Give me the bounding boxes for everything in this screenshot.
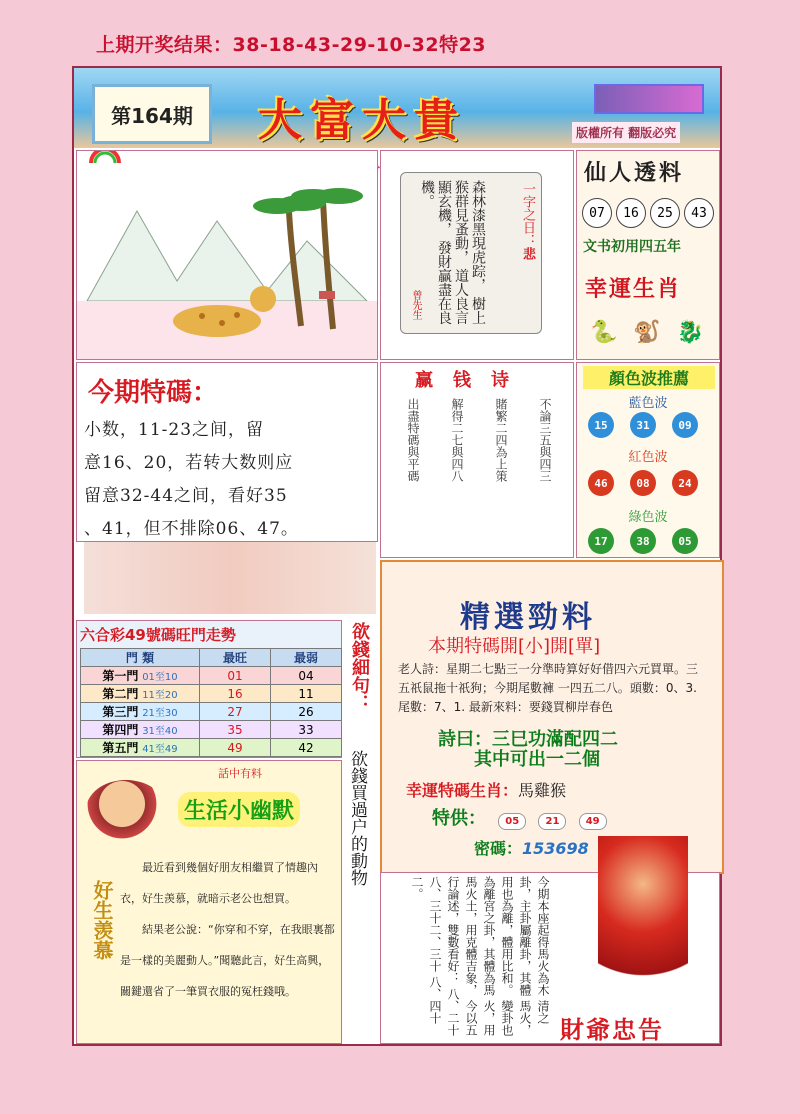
- gate-trend-title: 六合彩49號碼旺門走勢: [80, 626, 236, 644]
- special-line: 意16、20，若转大数则应: [84, 453, 294, 473]
- green-balls: [588, 528, 698, 554]
- red-ball: 46: [588, 470, 614, 496]
- number-circle: 16: [616, 198, 646, 228]
- last-draw-result: 上期开奖结果：38-18-43-29-10-32特23: [96, 34, 487, 56]
- poem-col: 樹上猴群見蚤動，: [453, 180, 486, 325]
- blue-ball: 09: [672, 412, 698, 438]
- gate-trend-table: [80, 648, 342, 757]
- immortal-title: 仙人透料: [584, 161, 685, 186]
- humor-text: [120, 852, 338, 1007]
- supply-number: 21: [538, 813, 566, 830]
- leopard-scene-illustration: [77, 151, 377, 359]
- win-poem-columns: [402, 398, 556, 548]
- win-poem-title: 赢钱诗: [415, 370, 529, 391]
- selected-title: 精選勁料: [460, 600, 596, 635]
- supply-number: 49: [579, 813, 607, 830]
- lucky-zodiac-title: 幸運生肖: [585, 277, 682, 302]
- issue-number: 第164期: [92, 84, 212, 144]
- blue-ball: 15: [588, 412, 614, 438]
- supply-number: 05: [498, 813, 526, 830]
- vertical-body: 欲錢買過户的動物: [347, 750, 367, 886]
- gate-cell: 第三門 21至30: [81, 703, 200, 721]
- immortal-subtitle: 文书初用四五年: [583, 239, 681, 255]
- lucky-zodiac-value: 馬雞猴: [518, 781, 567, 800]
- special-line: 留意32-44之间，看好35: [84, 486, 288, 506]
- immortal-numbers: [582, 198, 714, 228]
- selected-subtitle: 本期特碼開[小]開[單]: [428, 636, 601, 657]
- lucky-zodiac-line: 幸運特碼生肖：馬雞猴: [406, 781, 567, 800]
- poem-label: 詩曰：: [438, 729, 492, 750]
- blue-ball: 31: [630, 412, 656, 438]
- special-supply-line: 特供： 05 21 49: [432, 804, 607, 830]
- copyright-note: 版權所有 翻版必究: [572, 122, 680, 143]
- password-value: 153698: [522, 839, 589, 858]
- gate-cell: 第四門 31至40: [81, 721, 200, 739]
- gate-cell: 第一門 01至10: [81, 667, 200, 685]
- green-ball: 17: [588, 528, 614, 554]
- table-row: [81, 667, 342, 685]
- granny-icon: [86, 780, 166, 840]
- gate-cell: 第二門 11至20: [81, 685, 200, 703]
- win-poem-col: 賭繁二四為上策: [494, 398, 508, 482]
- table-row: [81, 703, 342, 721]
- number-circle: 43: [684, 198, 714, 228]
- cold-cell: 33: [271, 721, 342, 739]
- green-ball: 38: [630, 528, 656, 554]
- win-poem-col: 出盡特碼與平碼: [406, 398, 420, 482]
- blue-balls: [588, 412, 698, 438]
- hot-cell: 49: [200, 739, 271, 757]
- zodiac-icons: [590, 320, 720, 345]
- blue-wave-label: 藍色波: [628, 396, 668, 411]
- advice-text: 今期本座起得馬火為木 清之卦，主卦屬離卦，其體 馬火，用也為離，體用比和。 變卦也為離宮之卦，其體為馬 火，用馬火土，用克體吉象， 今以五行論述，雙數看好： 八、二十八、三十二、三十 八、四十二。: [410, 876, 550, 1036]
- col-header: 最旺: [200, 649, 271, 667]
- author-seal: 曾先生: [410, 290, 421, 320]
- special-title: 今期特碼：: [88, 378, 219, 408]
- cold-cell: 04: [271, 667, 342, 685]
- one-word-value: 悲: [520, 247, 535, 260]
- monkey-icon: 🐒: [633, 320, 677, 345]
- wealth-advice-title: 財爺忠告: [560, 1016, 664, 1044]
- one-word-label: 一字之日：悲: [520, 182, 535, 260]
- win-poem-col: 解得二七與四八: [450, 398, 464, 482]
- selected-poem: 詩曰：三巳功滿配四二 其中可出一二個: [438, 729, 618, 770]
- scroll-poem: [418, 180, 486, 330]
- red-wave-label: 紅色波: [628, 450, 668, 465]
- col-header: 最弱: [271, 649, 342, 667]
- green-wave-label: 綠色波: [628, 510, 668, 525]
- win-poem-col: 不論三五與四三: [538, 398, 552, 482]
- humor-tag: 話中有料: [218, 767, 262, 780]
- hot-cell: 01: [200, 667, 271, 685]
- illustration-panel: [76, 150, 378, 360]
- poem-col: 發財贏盡在良機。: [419, 180, 452, 325]
- red-balls: [588, 470, 698, 496]
- password-line: 密碼：153698: [474, 839, 589, 858]
- cold-cell: 26: [271, 703, 342, 721]
- table-row: [81, 685, 342, 703]
- hot-cell: 35: [200, 721, 271, 739]
- number-circle: 07: [582, 198, 612, 228]
- selected-body: 老人詩：星期二七點三一分準時算好好借四六元買單。三五祇鼠拖十祇狗；今期尾數褲 一四五二八。頭數：0、3. 尾數：7、1. 最新來料：要錢買柳岸春色: [398, 662, 699, 714]
- col-header: 門 類: [81, 649, 200, 667]
- special-line: 、41，但不排除06、47。: [84, 519, 299, 539]
- red-ball: 08: [630, 470, 656, 496]
- table-row: [81, 739, 342, 757]
- table-row: [81, 721, 342, 739]
- humor-paragraph: 結果老公說：“你穿和不穿，在我眼裏都是一樣的美麗動人。”聞聽此言，好生高興，關鍵還省了一筆買衣服的冤枉錢哦。: [120, 923, 335, 998]
- vertical-slogan: 欲錢細句：: [349, 622, 370, 712]
- humor-paragraph: 最近看到幾個好朋友相繼買了情趣內衣，好生羡慕，就暗示老公也想買。: [120, 861, 318, 905]
- red-ball: 24: [672, 470, 698, 496]
- gate-cell: 第五門 41至49: [81, 739, 200, 757]
- humor-side-text: 好生羡慕: [90, 880, 114, 960]
- blurred-logo: [594, 84, 704, 114]
- god-of-wealth-icon: [598, 836, 688, 996]
- cold-cell: 11: [271, 685, 342, 703]
- special-body: [84, 414, 374, 546]
- poem-col: 道人良言顯玄機，: [436, 180, 469, 325]
- color-wave-title: 顏色波推薦: [583, 366, 715, 389]
- table-header-row: [81, 649, 342, 667]
- blurred-ad: [84, 542, 376, 614]
- humor-title: 生活小幽默: [178, 792, 300, 827]
- number-circle: 25: [650, 198, 680, 228]
- green-ball: 05: [672, 528, 698, 554]
- special-line: 小数，11-23之间，留: [84, 420, 265, 440]
- dragon-icon: 🐉: [676, 320, 721, 345]
- hot-cell: 27: [200, 703, 271, 721]
- snake-icon: 🐍: [590, 320, 634, 345]
- cold-cell: 42: [271, 739, 342, 757]
- poem-col: 森林漆黑現虎踪，: [470, 180, 486, 292]
- page-title: 大富大貴: [258, 95, 466, 146]
- hot-cell: 16: [200, 685, 271, 703]
